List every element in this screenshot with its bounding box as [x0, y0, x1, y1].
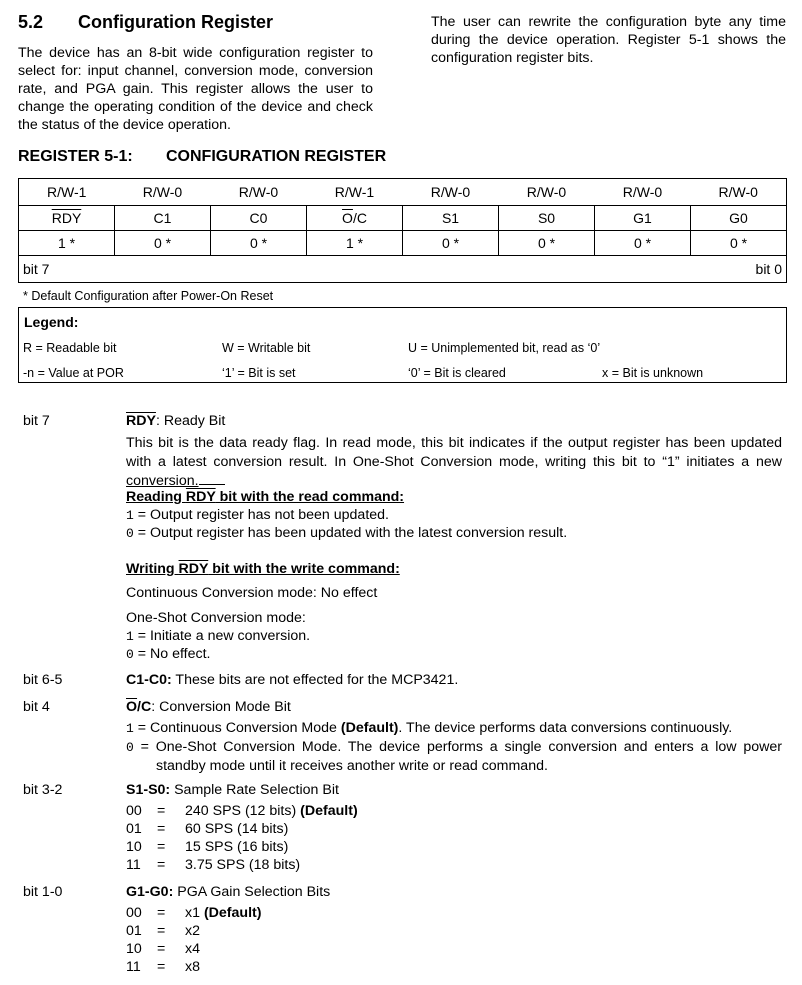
- legend-title: Legend:: [24, 314, 79, 330]
- bit7-title: : Ready Bit: [155, 413, 226, 429]
- bit-name-cell: G1: [595, 206, 691, 231]
- bit-name-cell: [307, 206, 403, 231]
- default-cell: 0 *: [115, 231, 211, 256]
- bit32-row: 00 = 240 SPS (12 bits) (Default): [126, 803, 358, 819]
- legend-unknown: x = Bit is unknown: [602, 366, 704, 380]
- default-cell: 0 *: [595, 231, 691, 256]
- access-row: [19, 179, 787, 206]
- bit7-heading: [126, 413, 225, 429]
- default-cell: 0 *: [499, 231, 595, 256]
- bit65-text: C1-C0: These bits are not effected for the MCP3421.: [126, 672, 459, 688]
- bit-name-cell: S1: [403, 206, 499, 231]
- bit4-mode-1: 1 = Continuous Conversion Mode (Default). The device performs data conversions continuously.: [126, 720, 733, 736]
- bit7-label: bit 7: [23, 413, 50, 429]
- bit32-heading: S1-S0: Sample Rate Selection Bit: [126, 782, 339, 798]
- default-row: [19, 231, 787, 256]
- bit7-description: [126, 434, 782, 491]
- bit7-desc-line1: This bit is the data ready flag. In read mode, this bit indicates if the output register has been updated: [126, 435, 782, 451]
- legend-box: [18, 307, 787, 383]
- intro-paragraph-right: The user can rewrite the configuration byte any time during the device operation. Register 5-1 shows the configuration register bits.: [431, 14, 786, 66]
- bit-name-rdy: $\overline{RDY}$: [51, 210, 82, 226]
- intro-paragraph-left: The device has an 8-bit wide configuration register to select for: input channel, conversion mode, conversion rate, and PGA gain. This register allows the user to change the operating condition of the device and check the status of the device operation.: [18, 45, 373, 133]
- legend-unimplemented: U = Unimplemented bit, read as ‘0’: [408, 341, 601, 355]
- bit-name-cell: [19, 206, 115, 231]
- access-cell: R/W-0: [430, 184, 471, 200]
- default-cell: 0 *: [211, 231, 307, 256]
- legend-cleared: ‘0’ = Bit is cleared: [408, 366, 506, 380]
- bit10-row: 11 = x8: [126, 959, 200, 975]
- bit7-write-1: 1 = Initiate a new conversion.: [126, 628, 311, 644]
- default-cell: 1 *: [307, 231, 403, 256]
- access-cell: R/W-0: [238, 184, 279, 200]
- bit-name-cell: C0: [211, 206, 307, 231]
- default-cell: 1 *: [19, 231, 115, 256]
- bit10-row: 00 = x1 (Default): [126, 905, 262, 921]
- bit32-row: 10 = 15 SPS (16 bits): [126, 839, 289, 855]
- default-cell: 0 *: [403, 231, 499, 256]
- section-number: 5.2: [18, 12, 44, 32]
- bit7-continuous: Continuous Conversion mode: No effect: [126, 585, 378, 601]
- bit7-write-0: 0 = No effect.: [126, 646, 211, 662]
- bit4-mode-0: 0 = One-Shot Conversion Mode. The device performs a single conversion and enters a low power standby mode until it receives another write or read command.: [126, 739, 782, 774]
- bit7-oneshot: One-Shot Conversion mode:: [126, 610, 306, 626]
- access-cell: R/W-0: [622, 184, 663, 200]
- access-cell: R/W-0: [526, 184, 567, 200]
- bit7-read-0: 0 = Output register has been updated with the latest conversion result.: [126, 525, 568, 541]
- access-cell: R/W-1: [334, 184, 375, 200]
- bit4-heading: $\overline{O}/C$: Conversion Mode Bit: [126, 699, 291, 715]
- bit-range-row: [19, 256, 787, 283]
- section-title: Configuration Register: [78, 12, 274, 32]
- bit-name-cell: C1: [115, 206, 211, 231]
- bit32-row: 01 = 60 SPS (14 bits): [126, 821, 289, 837]
- default-footnote: * Default Configuration after Power-On Reset: [23, 289, 274, 303]
- bit7-desc-line2: with a latest conversion result. In One-Shot Conversion mode, writing this bit to “1” initiates a new: [126, 454, 782, 470]
- bit32-row: 11 = 3.75 SPS (18 bits): [126, 857, 301, 873]
- register-label: REGISTER 5-1:: [18, 148, 133, 165]
- bit32-label: bit 3-2: [23, 782, 63, 798]
- bit10-label: bit 1-0: [23, 884, 63, 900]
- section-heading: [18, 12, 273, 33]
- access-cell: R/W-1: [47, 184, 87, 200]
- bit7-read-heading: Reading RDY bit with the read command:: [126, 489, 405, 505]
- register-caption: [18, 148, 386, 166]
- bit10-heading: G1-G0: PGA Gain Selection Bits: [126, 884, 331, 900]
- bit7-read-1: 1 = Output register has not been updated.: [126, 507, 389, 523]
- bit10-row: 10 = x4: [126, 941, 200, 957]
- legend-readable: R = Readable bit: [23, 341, 117, 355]
- bit-high-label: bit 7: [19, 256, 403, 283]
- bit65-label: bit 6-5: [23, 672, 63, 688]
- bit-name-row: [19, 206, 787, 231]
- legend-set: ‘1’ = Bit is set: [222, 366, 296, 380]
- bit-name-oc: $\overline{O}/C$: [342, 210, 367, 226]
- legend-por: -n = Value at POR: [23, 366, 124, 380]
- bit-name-cell: G0: [691, 206, 787, 231]
- bit10-row: 01 = x2: [126, 923, 200, 939]
- access-cell: R/W-0: [718, 184, 758, 200]
- bit7-name: $\overline{RDY}$: [126, 413, 156, 429]
- register-table: [18, 178, 787, 283]
- bit-low-label: bit 0: [403, 256, 787, 283]
- bit4-label: bit 4: [23, 699, 50, 715]
- bit7-write-heading: Writing RDY bit with the write command:: [126, 561, 400, 577]
- bit-name-cell: S0: [499, 206, 595, 231]
- access-cell: R/W-0: [142, 184, 183, 200]
- legend-writable: W = Writable bit: [222, 341, 311, 355]
- register-title: CONFIGURATION REGISTER: [166, 148, 387, 165]
- default-cell: 0 *: [691, 231, 787, 256]
- bit7-desc-line3: conversion.: [126, 472, 782, 491]
